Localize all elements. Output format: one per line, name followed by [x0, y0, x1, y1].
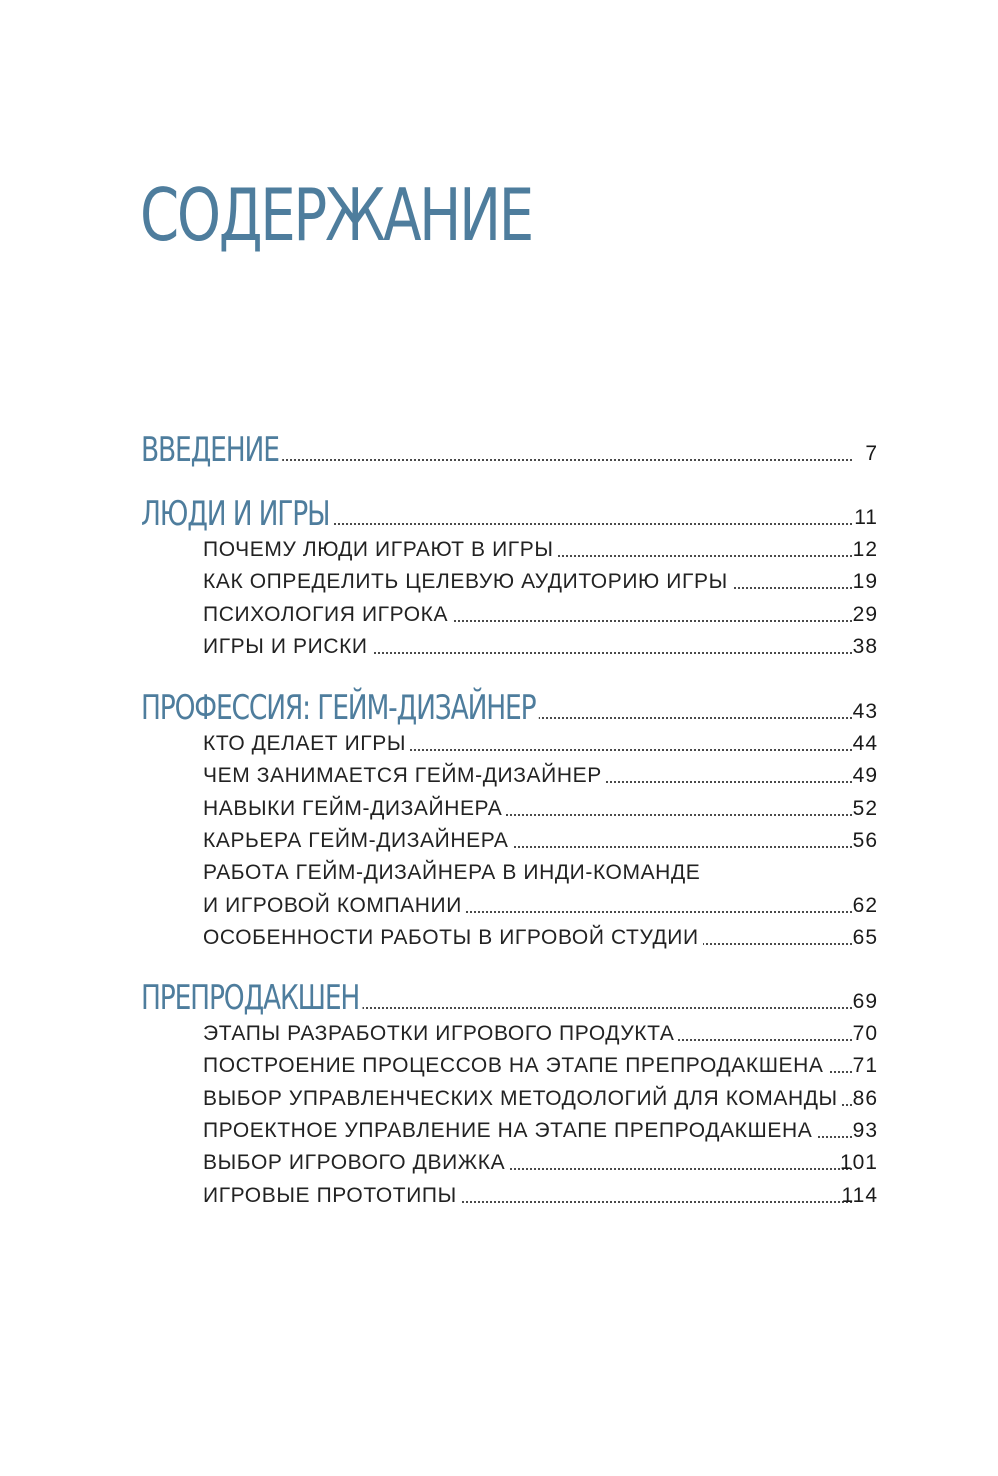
page-number: 7	[865, 442, 878, 465]
toc-chapter-row[interactable]	[0, 430, 998, 470]
section-title: ПСИХОЛОГИЯ ИГРОКА	[203, 603, 452, 627]
page-number: 65	[852, 925, 878, 949]
section-title: ЧЕМ ЗАНИМАЕТСЯ ГЕЙМ-ДИЗАЙНЕР	[203, 764, 606, 788]
toc-section-row[interactable]	[0, 888, 998, 922]
page-number: 93	[852, 1118, 878, 1142]
toc-chapter-row[interactable]	[0, 978, 998, 1018]
page-number: 43	[852, 700, 878, 723]
section-title-line[interactable]: РАБОТА ГЕЙМ-ДИЗАЙНЕРА В ИНДИ-КОМАНДЕ	[203, 861, 701, 885]
page-number: 12	[852, 538, 878, 561]
page-number: 44	[852, 732, 878, 755]
page-number: 56	[852, 828, 878, 852]
toc-section-row[interactable]	[0, 1048, 998, 1082]
chapter-title: ЛЮДИ И ИГРЫ	[141, 494, 332, 534]
page-number: 19	[852, 570, 878, 594]
chapter-title: ПРЕПРОДАКШЕН	[141, 978, 362, 1018]
section-title: ПОЧЕМУ ЛЮДИ ИГРАЮТ В ИГРЫ	[203, 538, 558, 562]
toc-section-row[interactable]	[0, 1178, 998, 1212]
page-number: 52	[852, 796, 878, 820]
page-number: 86	[852, 1086, 878, 1110]
section-title: ВЫБОР УПРАВЛЕНЧЕСКИХ МЕТОДОЛОГИЙ ДЛЯ КОМАНДЫ	[203, 1087, 842, 1111]
page-number: 71	[852, 1054, 878, 1078]
section-title: ИГРОВЫЕ ПРОТОТИПЫ	[203, 1184, 461, 1208]
page-number: 49	[852, 764, 878, 788]
section-title: ПРОЕКТНОЕ УПРАВЛЕНИЕ НА ЭТАПЕ ПРЕПРОДАКШЕНА	[203, 1119, 816, 1143]
toc-section-row[interactable]	[0, 758, 998, 792]
toc-section-row[interactable]	[0, 564, 998, 598]
toc-section-row[interactable]	[0, 726, 998, 760]
toc-section-row[interactable]	[0, 1081, 998, 1115]
toc-section-row[interactable]	[0, 1016, 998, 1050]
toc-section-row[interactable]	[0, 597, 998, 631]
page-number: 70	[852, 1022, 878, 1045]
chapter-title: ВВЕДЕНИЕ	[141, 430, 282, 470]
page-number: 38	[852, 634, 878, 658]
page-number: 62	[852, 893, 878, 917]
toc-section-row[interactable]	[0, 1145, 998, 1179]
toc-section-row[interactable]	[0, 532, 998, 566]
toc-chapter-row[interactable]	[0, 688, 998, 728]
section-title: ЭТАПЫ РАЗРАБОТКИ ИГРОВОГО ПРОДУКТА	[203, 1022, 678, 1046]
toc-chapter-row[interactable]	[0, 494, 998, 534]
section-title: И ИГРОВОЙ КОМПАНИИ	[203, 894, 466, 918]
toc-section-row[interactable]	[0, 823, 998, 857]
page-number: 69	[852, 990, 878, 1013]
section-title: КТО ДЕЛАЕТ ИГРЫ	[203, 732, 410, 756]
section-title: НАВЫКИ ГЕЙМ-ДИЗАЙНЕРА	[203, 797, 506, 821]
section-title: КАК ОПРЕДЕЛИТЬ ЦЕЛЕВУЮ АУДИТОРИЮ ИГРЫ	[203, 570, 732, 594]
toc-section-row[interactable]	[0, 920, 998, 954]
section-title: КАРЬЕРА ГЕЙМ-ДИЗАЙНЕРА	[203, 829, 513, 853]
section-title: ИГРЫ И РИСКИ	[203, 635, 372, 659]
page-title: СОДЕРЖАНИЕ	[140, 173, 532, 257]
page-number: 101	[839, 1151, 878, 1175]
toc-section-row[interactable]	[0, 1113, 998, 1147]
section-title: ПОСТРОЕНИЕ ПРОЦЕССОВ НА ЭТАПЕ ПРЕПРОДАКШЕНА	[203, 1054, 828, 1078]
page-number: 11	[854, 506, 878, 529]
section-title: ВЫБОР ИГРОВОГО ДВИЖКА	[203, 1151, 509, 1175]
page-number: 114	[841, 1183, 878, 1207]
page-number: 29	[852, 602, 878, 626]
section-title: ОСОБЕННОСТИ РАБОТЫ В ИГРОВОЙ СТУДИИ	[203, 926, 703, 950]
toc-section-row[interactable]	[0, 629, 998, 663]
chapter-title: ПРОФЕССИЯ: ГЕЙМ-ДИЗАЙНЕР	[141, 688, 539, 728]
toc-section-row[interactable]	[0, 791, 998, 825]
